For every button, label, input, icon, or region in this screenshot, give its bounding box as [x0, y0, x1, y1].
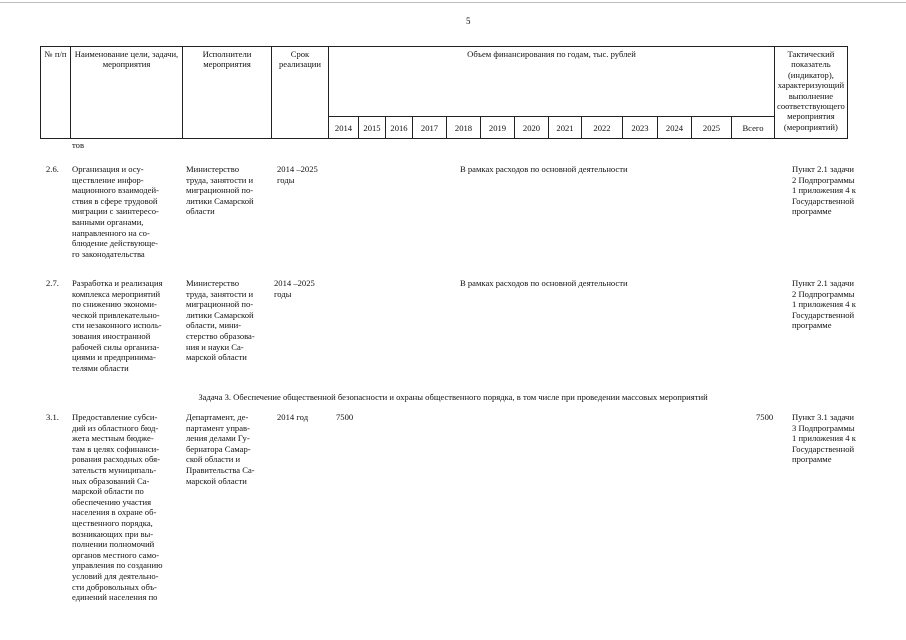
row-term: 2014 –2025 годы	[277, 164, 318, 185]
header-finance: Объем финансирования по годам, тыс. рублей	[329, 47, 775, 117]
year-2022: 2022	[582, 117, 623, 139]
row-name: Предоставление субси- дий из областного бюд- жета местным бюдже- там в целях софинанси- рования расходных обя- зательств муниципаль- ных образований Са- марской области по обеспечению участия населения в охране об- щественного порядка, возникающих при вы- полнении полномочий органов местного само- управления по созданию условий для деятельно- сти добровольных объ- единений населения по	[72, 412, 163, 603]
row-indicator: Пункт 2.1 задачи 2 Подпрограммы 1 приложения 4 к Государственной программе	[792, 164, 856, 217]
header-table	[40, 46, 848, 139]
row-number: 2.7.	[46, 278, 59, 288]
value-total: 7500	[756, 412, 774, 422]
header-name: Наименование цели, задачи, мероприятия	[71, 47, 183, 139]
row-executors: Министерство труда, занятости и миграционной по- литики Самарской области, мини- стерство образова- ния и науки Са- марской области	[186, 278, 255, 363]
row-number: 2.6.	[46, 164, 59, 174]
page-number: 5	[466, 16, 471, 26]
row-executors: Департамент, де- партамент управ- ления делами Гу- бернатора Самар- ской области и Правительства Са- марской области	[186, 412, 255, 486]
row-term: 2014 год	[277, 412, 309, 422]
scan-top-edge	[0, 2, 906, 3]
row-name: Организация и осу- ществление инфор- мационного взаимодей- ствия в сфере трудовой миграции с заинтересо- ванными органами, направленного на со- блюдение действующе- го законодательства	[72, 164, 159, 259]
task-3-heading: Задача 3. Обеспечение общественной безопасности и охраны общественного порядка, в том числе при проведении массовых мероприятий	[198, 392, 708, 402]
row-number: 3.1.	[46, 412, 59, 422]
year-2020: 2020	[515, 117, 549, 139]
year-2019: 2019	[481, 117, 515, 139]
header-term: Срок реализации	[272, 47, 329, 139]
row-indicator: Пункт 3.1 задачи 3 Подпрограммы 1 приложения 4 к Государственной программе	[792, 412, 856, 465]
header-num: № п/п	[41, 47, 71, 139]
year-2023: 2023	[623, 117, 658, 139]
year-2021: 2021	[549, 117, 582, 139]
row-finance-note: В рамках расходов по основной деятельности	[460, 164, 628, 174]
year-2018: 2018	[447, 117, 481, 139]
row-finance-note: В рамках расходов по основной деятельности	[460, 278, 628, 288]
header-exec: Исполнители мероприятия	[183, 47, 272, 139]
year-2017: 2017	[413, 117, 447, 139]
year-2015: 2015	[359, 117, 386, 139]
value-2014: 7500	[336, 412, 354, 422]
row-executors: Министерство труда, занятости и миграционной по- литики Самарской области	[186, 164, 254, 217]
row-indicator: Пункт 2.1 задачи 2 Подпрограммы 1 приложения 4 к Государственной программе	[792, 278, 856, 331]
carryover-text: тов	[72, 140, 84, 150]
year-2024: 2024	[658, 117, 692, 139]
header-indicator: Тактический показатель (индикатор), характеризующий выполнение соответствующего мероприятия (мероприятий)	[775, 47, 848, 139]
year-2025: 2025	[692, 117, 732, 139]
year-2014: 2014	[329, 117, 359, 139]
year-total: Всего	[732, 117, 775, 139]
row-term: 2014 –2025 годы	[274, 278, 315, 299]
year-2016: 2016	[386, 117, 413, 139]
row-name: Разработка и реализация комплекса мероприятий по снижению экономи- ческой привлекательно- сти незаконного исполь- зования иностранной рабочей силы организа- циями и предпринима- телями области	[72, 278, 163, 373]
